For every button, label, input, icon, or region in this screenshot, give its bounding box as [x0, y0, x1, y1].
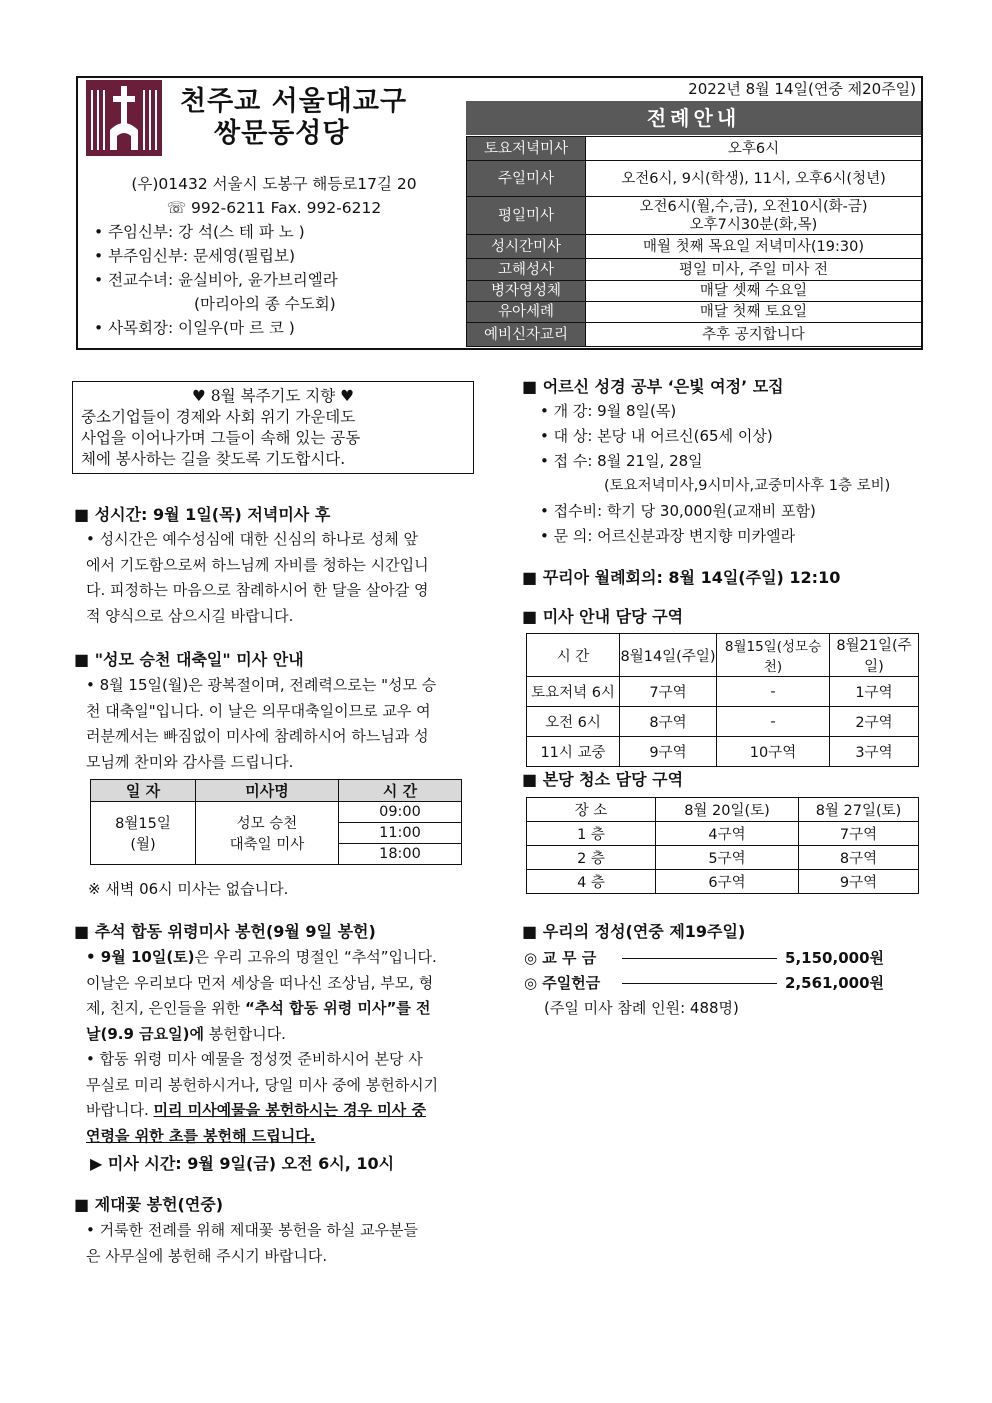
- table-cell: 11시 교중: [527, 737, 620, 767]
- chuseok-line: 이날은 우리보다 먼저 세상을 떠나신 조상님, 부모, 형: [86, 973, 434, 992]
- table-row: [527, 846, 919, 870]
- holy-hour-line: 다. 피정하는 마음으로 참례하시어 한 달을 살아갈 영: [86, 581, 429, 599]
- assumption-line: • 8월 15일(월)은 광복절이며, 전례력으로는 "성모 승: [86, 676, 437, 694]
- weekday-mass-line2: 오후7시30분(화,목): [689, 216, 818, 233]
- liturgy-value: 추후 공지합니다: [586, 323, 922, 347]
- mass-name-cell: [196, 802, 339, 865]
- table-cell: 3구역: [830, 737, 919, 767]
- chuseok-date: • 9월 10일(토): [86, 948, 195, 966]
- mass-zones-title: ■ 미사 안내 담당 구역: [522, 607, 684, 626]
- offering-value: 5,150,000원: [785, 949, 884, 967]
- prayer-intention-box: [72, 381, 474, 474]
- liturgy-row: [467, 197, 922, 235]
- chuseok-text: 제, 친지, 은인들을 위한: [86, 999, 246, 1017]
- table-header: 일 자: [91, 780, 196, 802]
- chuseok-text: 은 우리 고유의 명절인 “추석”입니다.: [194, 948, 437, 966]
- holy-hour-line: 에서 기도함으로써 하느님께 자비를 청하는 시간입니: [86, 555, 429, 574]
- assumption-body: [86, 673, 474, 775]
- liturgy-row: [467, 161, 922, 197]
- table-cell: 7구역: [620, 677, 717, 707]
- leader-line: [622, 958, 777, 959]
- liturgy-value: 오후6시: [586, 137, 922, 161]
- staff-sisters-order: (마리아의 종 수도회): [194, 295, 336, 313]
- table-cell: 9구역: [620, 737, 717, 767]
- attendance-note: (주일 미사 참례 인원: 488명): [544, 999, 739, 1017]
- staff-pastor: • 주임신부: 강 석(스 테 파 노 ): [94, 223, 305, 241]
- holy-hour-title: ■ 성시간: 9월 1일(목) 저녁미사 후: [74, 505, 331, 524]
- assumption-line: 천 대축일"입니다. 이 날은 의무대축일이므로 교우 여: [86, 701, 431, 720]
- table-cell: 2 층: [527, 846, 656, 870]
- staff-sisters: • 전교수녀: 윤실비아, 윤가브리엘라: [94, 271, 338, 289]
- chuseok-line: [86, 1098, 474, 1124]
- table-header: 시 간: [339, 780, 462, 802]
- senior-bible-item: • 문 의: 어르신분과장 변지향 미카엘라: [540, 527, 796, 545]
- liturgy-label: 토요저녁미사: [467, 137, 586, 161]
- liturgy-row: [467, 302, 922, 323]
- holy-hour-body: [86, 527, 474, 629]
- assumption-title: ■ "성모 승천 대축일" 미사 안내: [74, 650, 304, 669]
- staff-council-president: • 사목회장: 이일우(마 르 코 ): [94, 319, 295, 337]
- holy-hour-line: • 성시간은 예수성심에 대한 신심의 하나로 성체 앞: [86, 530, 419, 548]
- cleaning-title: ■ 본당 청소 담당 구역: [522, 770, 684, 789]
- table-header-row: [91, 780, 462, 802]
- chuseok-mass-time: ▶ 미사 시간: 9월 9일(금) 오전 6시, 10시: [90, 1154, 395, 1173]
- table-cell: -: [717, 707, 830, 737]
- offering-label: ◎ 주일헌금: [524, 974, 601, 992]
- liturgy-schedule-table: [466, 136, 922, 347]
- chuseok-line: [86, 1124, 474, 1150]
- table-header: 시 간: [527, 634, 620, 677]
- church-logo-icon: [86, 80, 162, 156]
- table-cell: 10구역: [717, 737, 830, 767]
- liturgy-value: 평일 미사, 주일 미사 전: [586, 259, 922, 281]
- leader-line: [622, 983, 777, 984]
- offering-details: [524, 946, 884, 1021]
- chuseok-candle-note: 미리 미사예물을 봉헌하시는 경우 미사 중: [153, 1101, 426, 1119]
- offering-title: ■ 우리의 정성(연중 제19주일): [522, 922, 746, 941]
- chuseok-line: • 합동 위령 미사 예물을 정성껏 준비하시어 본당 사: [86, 1050, 423, 1068]
- assumption-line: 러분께서는 빠짐없이 미사에 참례하시어 하느님과 성: [86, 727, 429, 745]
- senior-bible-item: • 접 수: 8월 21일, 28일: [540, 452, 703, 470]
- chuseok-text: 봉헌합니다.: [203, 1024, 286, 1043]
- table-cell: 6구역: [656, 870, 799, 894]
- altar-flowers-title: ■ 제대꽃 봉헌(연중): [74, 1195, 224, 1214]
- senior-bible-item: • 개 강: 9월 8일(목): [540, 402, 677, 420]
- chuseok-title: ■ 추석 합동 위령미사 봉헌(9월 9일 봉헌): [74, 922, 376, 941]
- liturgy-label: 병자영성체: [467, 281, 586, 302]
- liturgy-row: [467, 259, 922, 281]
- table-cell: 5구역: [656, 846, 799, 870]
- table-cell: 7구역: [799, 822, 919, 846]
- liturgy-row: [467, 235, 922, 259]
- no-dawn-mass-note: ※ 새벽 06시 미사는 없습니다.: [88, 880, 289, 898]
- phone-fax: ☏ 992-6211 Fax. 992-6212: [166, 199, 382, 217]
- liturgy-label: 유아세례: [467, 302, 586, 323]
- table-header: 8월15일(성모승천): [717, 634, 830, 677]
- table-cell: -: [717, 677, 830, 707]
- liturgy-label: 평일미사: [467, 197, 586, 235]
- bulletin-date: 2022년 8월 14일(연중 제20주일): [688, 80, 916, 98]
- offering-row: [524, 971, 884, 996]
- weekday-mass-line1: 오전6시(월,수,금), 오전10시(화-금): [639, 198, 868, 215]
- offering-row: [524, 946, 884, 971]
- altar-flowers-body: [86, 1218, 474, 1269]
- offering-label: ◎ 교 무 금: [524, 949, 597, 967]
- mass-time: 09:00: [339, 802, 462, 823]
- chuseok-line: [86, 996, 474, 1022]
- table-cell: 4 층: [527, 870, 656, 894]
- liturgy-label: 고해성사: [467, 259, 586, 281]
- senior-bible-item: (토요저녁미사,9시미사,교중미사후 1층 로비): [604, 478, 891, 494]
- table-row: [91, 802, 462, 823]
- table-cell: 4구역: [656, 822, 799, 846]
- address: (우)01432 서울시 도봉구 해등로17길 20: [131, 175, 417, 193]
- table-row: [527, 707, 919, 737]
- liturgy-label: 성시간미사: [467, 235, 586, 259]
- liturgy-guide-title: 전례안내: [466, 101, 921, 135]
- prayer-title: ♥ 8월 복주기도 지향 ♥: [191, 387, 355, 405]
- table-cell: 9구역: [799, 870, 919, 894]
- chuseok-line: [86, 1022, 474, 1048]
- table-cell: 1구역: [830, 677, 919, 707]
- curia-meeting-title: ■ 꾸리아 월례회의: 8월 14일(주일) 12:10: [522, 568, 841, 587]
- table-cell: 8구역: [799, 846, 919, 870]
- chuseok-line: 무실로 미리 봉헌하시거나, 당일 미사 중에 봉헌하시기: [86, 1075, 439, 1094]
- chuseok-line: [86, 945, 474, 971]
- staff-assistant-pastor: • 부주임신부: 문세영(필립보): [94, 247, 296, 265]
- church-title: [180, 86, 440, 150]
- table-header: 8월 27일(토): [799, 798, 919, 822]
- table-cell: 2구역: [830, 707, 919, 737]
- liturgy-value: 매월 첫째 목요일 저녁미사(19:30): [586, 235, 922, 259]
- table-header: 8월21일(주일): [830, 634, 919, 677]
- liturgy-row: [467, 137, 922, 161]
- table-cell: 1 층: [527, 822, 656, 846]
- mass-zones-table: [526, 633, 919, 767]
- holy-hour-line: 적 양식으로 삼으시길 바랍니다.: [86, 606, 294, 625]
- table-row: [527, 870, 919, 894]
- church-name-line1: 천주교 서울대교구: [180, 86, 408, 117]
- mass-name-line2: 대축일 미사: [229, 837, 305, 853]
- senior-bible-item: • 대 상: 본당 내 어르신(65세 이상): [540, 427, 773, 445]
- table-header-row: [527, 798, 919, 822]
- table-cell: 토요저녁 6시: [527, 677, 620, 707]
- liturgy-value: 매달 셋째 수요일: [586, 281, 922, 302]
- mass-name-line1: 성모 승천: [236, 816, 298, 832]
- mass-time: 11:00: [339, 823, 462, 844]
- liturgy-row: [467, 323, 922, 347]
- chuseok-mass-name: “추석 합동 위령 미사”를 전: [245, 999, 431, 1017]
- liturgy-value: [586, 197, 922, 235]
- liturgy-value: 매달 첫째 토요일: [586, 302, 922, 323]
- cleaning-table: [526, 797, 919, 894]
- chuseok-text: 바랍니다.: [86, 1101, 154, 1119]
- assumption-mass-table: [90, 779, 462, 865]
- senior-bible-title: ■ 어르신 성경 공부 ‘은빛 여정’ 모집: [522, 377, 784, 396]
- assumption-line: 모님께 찬미와 감사를 드립니다.: [86, 752, 294, 771]
- mass-date: 8월15일: [115, 816, 171, 832]
- chuseok-candle-note: 연령을 위한 초를 봉헌해 드립니다.: [86, 1126, 316, 1145]
- altar-flowers-line: 은 사무실에 봉헌해 주시기 바랍니다.: [86, 1246, 328, 1265]
- liturgy-label: 예비신자교리: [467, 323, 586, 347]
- prayer-line: 사업을 이어나가며 그들이 속해 있는 공동: [81, 429, 361, 447]
- table-header: 8월 20일(토): [656, 798, 799, 822]
- table-row: [527, 822, 919, 846]
- liturgy-row: [467, 281, 922, 302]
- altar-flowers-line: • 거룩한 전례를 위해 제대꽃 봉헌을 하실 교우분들: [86, 1221, 419, 1239]
- mass-time: 18:00: [339, 844, 462, 865]
- chuseok-offer-date: 날(9.9 금요일)에: [86, 1024, 204, 1043]
- table-row: [527, 737, 919, 767]
- offering-value: 2,561,000원: [785, 974, 884, 992]
- prayer-line: 체에 봉사하는 길을 찾도록 기도합시다.: [81, 450, 346, 468]
- table-header: 장 소: [527, 798, 656, 822]
- table-header: 미사명: [196, 780, 339, 802]
- mass-weekday: (월): [130, 837, 156, 853]
- table-header-row: [527, 634, 919, 677]
- liturgy-label: 주일미사: [467, 161, 586, 197]
- liturgy-value: 오전6시, 9시(학생), 11시, 오후6시(청년): [586, 161, 922, 197]
- table-row: [527, 677, 919, 707]
- chuseok-body: [86, 945, 474, 1149]
- contact-block: [88, 172, 460, 340]
- prayer-line: 중소기업들이 경제와 사회 위기 가운데도: [81, 408, 356, 426]
- church-name-line2: 쌍문동성당: [214, 118, 350, 149]
- table-cell: 8구역: [620, 707, 717, 737]
- table-cell: 오전 6시: [527, 707, 620, 737]
- table-header: 8월14일(주일): [620, 634, 717, 677]
- mass-date-cell: [91, 802, 196, 865]
- senior-bible-details: [540, 399, 920, 549]
- senior-bible-item: • 접수비: 학기 당 30,000원(교재비 포함): [540, 502, 816, 520]
